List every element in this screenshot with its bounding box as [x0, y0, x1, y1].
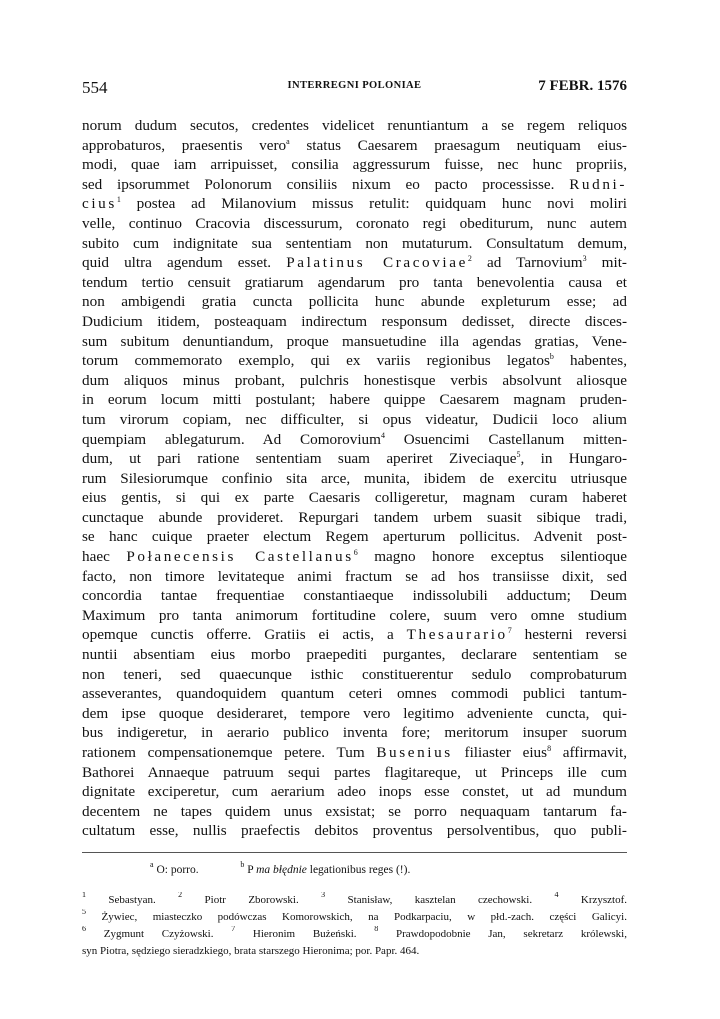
note-b-mark: b	[240, 860, 245, 869]
main-text	[82, 116, 627, 841]
text-line: in eorum locum mitti postulant; habere quippe Caesarem magnam pruden-	[82, 391, 627, 409]
text-line: cunctaque abunde provideret. Repurgari tandem urbem suasit sibique tradi,	[82, 508, 627, 526]
footnote-ref: 3	[582, 254, 587, 264]
text-line: modi, quae iam arripuisset, consilia aggressurum fuisse, nec hunc propriis,	[82, 156, 627, 174]
text-line: facto, non timore levitateque animi fractum se ad hos transiisse dixit, sed	[82, 567, 627, 585]
footnote-ref: b	[549, 352, 554, 362]
text-line: dem ipse quoque desideraret, tempore vero legitimo adveniente cuncta, qui-	[82, 704, 627, 722]
footnote-ref: 3	[321, 892, 326, 899]
text-line: Maximum pro tanta animorum fortitudine colere, suum vero omne studium	[82, 606, 627, 624]
text-line: bus indigeretur, in aerario publico inventa fore; meritorum insuper suorum	[82, 724, 627, 742]
text-line: sum subitum denuntiandum, proque mansuetudine illa agendas gratias, Vene-	[82, 332, 627, 350]
text-line: subito cum indignitate sua sententiam non mutaturum. Consultatum demum,	[82, 234, 627, 252]
text-line: decentem ne tapes quidem unus exsistat; se porro nequaquam tantarum fa-	[82, 802, 627, 820]
text-line: non ambigendi gratia cuncta pollicita hunc abunde expleturum esse; ad	[82, 293, 627, 311]
running-title: INTERREGNI POLONIAE	[287, 80, 422, 91]
text-line: non teneri, sed quaecunque isthic constituerentur sedulo comprobaturum	[82, 665, 627, 683]
footnote-ref: 4	[554, 892, 559, 899]
footnote-ref: 1	[116, 195, 121, 205]
text-line: Dudicium itidem, posteaquam indirectum responsum dedisset, directe disces-	[82, 312, 627, 330]
spaced-name: Rudni-	[569, 175, 627, 193]
note-b-suffix: legationibus reges (!).	[309, 864, 411, 876]
note-b-italic: ma błędnie	[256, 864, 307, 876]
footnote-ref: a	[286, 136, 290, 146]
spaced-name: Busenius	[376, 744, 453, 761]
text-line: quempiam ablegaturum. Ad Comorovium$^4$ Osuencimi Castellanum mitten-	[82, 430, 627, 448]
text-line: cultatum esse, nullis praefectis debitos proventus persolventibus, quo publi-	[82, 822, 627, 840]
text-line: concordia tantae frequentiae constantiaeque indissolubili adductum; Deum	[82, 587, 627, 605]
footnote-line: syn Piotra, sędziego sieradzkiego, brata starszego Hieronima; por. Papr. 464.	[82, 945, 420, 957]
footnote-ref: 7	[507, 626, 512, 636]
spaced-name: Połanecensis Castellanus	[126, 548, 354, 566]
text-line: dignitate exciperetur, cum aerarium adeo inops esse constet, ut ad mundum	[82, 783, 627, 801]
footnote-ref: 7	[231, 926, 236, 933]
text-line: opemque cunctis offerre. Gratiis ei actis, a Thesaurario$^7$ hesterni reversi	[82, 626, 627, 644]
spaced-name: cius	[82, 195, 117, 213]
footnote-line: $^5$ Żywiec, miasteczko podówczas Komorowskich, na Podkarpaciu, w płd.-zach. części Galicyi.	[82, 909, 627, 923]
note-b-prefix: P	[247, 864, 254, 876]
text-line: rum Silesiorumque confinio sita arce, munita, ibidem de exercitu utriusque	[82, 469, 627, 487]
text-line: tendum tertio censuit gratiarum agendarum pro tanta benevolentia causa et	[82, 273, 627, 291]
text-line: norum dudum secutos, credentes videlicet renuntiantum a se regem reliquos	[82, 117, 627, 134]
page-number: 554	[82, 78, 108, 97]
footnotes	[82, 892, 627, 960]
footnote-ref: 5	[516, 450, 521, 460]
footnote-ref: 2	[467, 254, 472, 264]
spaced-name: Thesaurario	[406, 626, 508, 644]
text-line: dum, ut pari ratione sententiam suam aperiret Ziveciaque$^5$, in Hungaro-	[82, 450, 627, 468]
text-line: approbaturos, praesentis vero$^a$ status Caesarem praesagum neutiquam eius-	[82, 136, 627, 154]
text-line: sed ipsorummet Polonorum consiliis nixum eo pacto processisse. Rudni-	[82, 175, 627, 193]
text-line: cius$^1$ postea ad Milanovium missus retulit: quidquam hunc novi moliri	[82, 195, 627, 213]
footnote-ref: 4	[380, 430, 385, 440]
text-line: quid ultra agendum esset. Palatinus Cracoviae$^2$ ad Tarnovium$^3$ mit-	[82, 254, 627, 272]
text-line: dum aliquos minus probant, pulchris honestisque verbis absolvunt aliosque	[82, 371, 627, 389]
text-line: eius gentis, si qui ex parte Caesaris colligeretur, magnam curam haberet	[82, 489, 627, 507]
footnote-ref: 5	[82, 909, 86, 916]
footnote-ref: 8	[547, 744, 552, 753]
running-header	[82, 76, 627, 100]
text-line: rationem compensationemque petere. Tum Busenius filiaster eius$^8$ affirmavit,	[82, 744, 627, 761]
text-line: se hanc cuique praeter electum Regem aperturum pollicitus. Advenit post-	[82, 528, 627, 546]
text-line: nuntii absentiam eius morbo praepediti purgantes, declarare sententiam se	[82, 646, 627, 664]
footnote-divider	[82, 852, 627, 853]
header-date: 7 FEBR. 1576	[538, 78, 627, 94]
spaced-name: Palatinus Cracoviae	[286, 254, 468, 272]
text-line: tum virorum copiam, nec difficulter, si opus videatur, Dudicii loco alium	[82, 410, 627, 428]
footnote-line: $^6$ Zygmunt Czyżowski. $^7$ Hieronim Bużeński. $^8$ Prawdopodobnie Jan, sekretarz królewski,	[82, 926, 627, 940]
text-line: Bathorei Annaeque patruum sequi partes flagitareque, ut Princeps ille cum	[82, 763, 627, 781]
footnote-ref: 8	[374, 926, 379, 933]
textual-notes	[150, 862, 630, 878]
text-line: haec Połanecensis Castellanus$^6$ magno honore exceptus silentioque	[82, 548, 627, 566]
note-a-mark: a	[150, 860, 154, 869]
footnote-line: $^1$ Sebastyan. $^2$ Piotr Zborowski. $^3$ Stanisław, kasztelan czechowski. $^4$ Krzysztof.	[82, 892, 627, 906]
footnote-ref: 6	[82, 926, 86, 933]
note-a-text: O: porro.	[156, 864, 199, 876]
text-line: torum commemorato exemplo, qui ex variis regionibus legatos$^b$ habentes,	[82, 352, 627, 370]
footnote-ref: 1	[82, 892, 86, 899]
footnote-ref: 6	[353, 548, 358, 558]
text-line: asseverantes, quandoquidem quantum ceteri omnes commodi publici tantum-	[82, 685, 627, 703]
text-line: velle, continuo Cracovia discessurum, coronato regi obediturum, nunc autem	[82, 214, 627, 232]
footnote-ref: 2	[178, 892, 183, 899]
